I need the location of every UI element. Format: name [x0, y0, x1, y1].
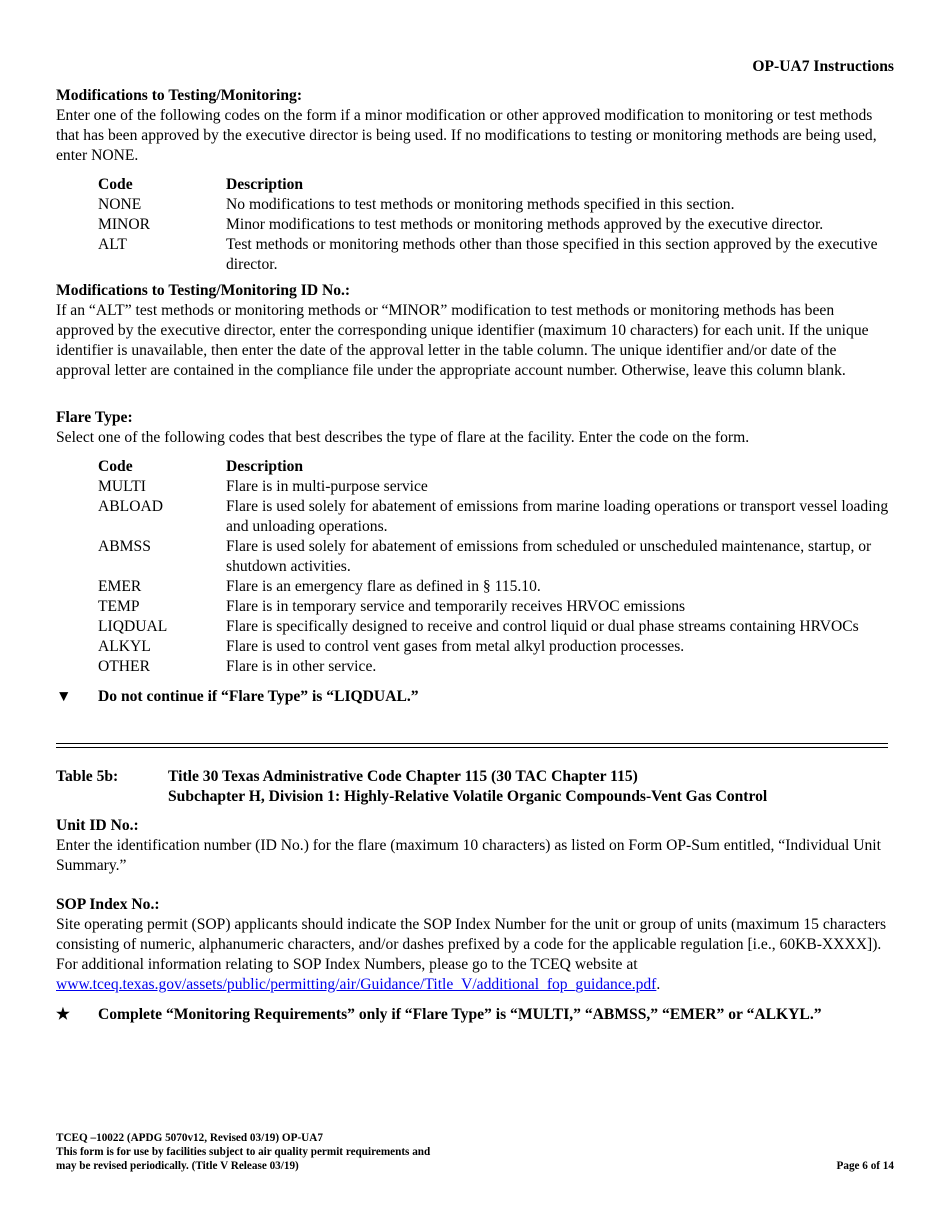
- table-row: [98, 617, 894, 637]
- description-cell: Flare is used to control vent gases from metal alkyl production processes.: [226, 638, 685, 655]
- star-icon: ★: [56, 1006, 70, 1023]
- table-row: [98, 657, 894, 677]
- section-unit-id: [56, 816, 894, 876]
- section-sop-index-text: [56, 915, 894, 995]
- sop-text-before-link: Site operating permit (SOP) applicants should indicate the SOP Index Number for the unit or group of units (maximum 15 characters consisting of numeric, alphanumeric characters, and/or dashes prefixed by a code for the applicable regulation [i.e., 60KB-XXXX]). For additional information relating to SOP Index Numbers, please go to the TCEQ website at: [56, 916, 887, 973]
- footer-form-id: TCEQ –10022 (APDG 5070v12, Revised 03/19) OP-UA7: [56, 1132, 323, 1144]
- table-row: [98, 235, 894, 275]
- description-cell: Test methods or monitoring methods other than those specified in this section approved by the executive director.: [226, 236, 878, 273]
- table-5b-title-line1: Title 30 Texas Administrative Code Chapter 115 (30 TAC Chapter 115): [168, 768, 638, 785]
- section-modifications-id-text: If an “ALT” test methods or monitoring methods or “MINOR” modification to test methods or monitoring methods has been approved by the executive director, enter the corresponding unique identifier (maximum 10 characters) for each unit. If the unique identifier is unavailable, then enter the date of the approval letter in the table column. The unique identifier and/or date of the approval letter are contained in the compliance file under the appropriate account number. Otherwise, leave this column blank.: [56, 302, 869, 379]
- table-row: [98, 577, 894, 597]
- code-cell: ABLOAD: [98, 498, 163, 515]
- triangle-down-icon: ▼: [56, 688, 72, 705]
- description-cell: Flare is an emergency flare as defined in § 115.10.: [226, 578, 541, 595]
- page-number: Page 6 of 14: [836, 1160, 894, 1172]
- table-row: [98, 477, 894, 497]
- modifications-code-table: [98, 175, 894, 275]
- code-cell: OTHER: [98, 658, 150, 675]
- column-header-description: Description: [226, 458, 304, 475]
- column-header-code: Code: [98, 458, 133, 475]
- table-row: [98, 597, 894, 617]
- document-footer: [56, 1131, 556, 1173]
- flare-liqdual-note-text: Do not continue if “Flare Type” is “LIQDUAL.”: [98, 688, 419, 705]
- monitoring-requirements-note-text: Complete “Monitoring Requirements” only if “Flare Type” is “MULTI,” “ABMSS,” “EMER” or “ALKYL.”: [98, 1006, 822, 1023]
- code-cell: MULTI: [98, 478, 146, 495]
- section-flare-type: [56, 408, 894, 707]
- column-header-description: Description: [226, 176, 304, 193]
- code-cell: EMER: [98, 578, 142, 595]
- code-cell: ALKYL: [98, 638, 151, 655]
- section-sop-index: [56, 895, 894, 1025]
- code-cell: ALT: [98, 236, 127, 253]
- code-cell: ABMSS: [98, 538, 151, 555]
- description-cell: Flare is in multi-purpose service: [226, 478, 428, 495]
- monitoring-requirements-note: [56, 1005, 894, 1025]
- footer-usage-line: This form is for use by facilities subject to air quality permit requirements and: [56, 1146, 431, 1158]
- table-5b-heading: [56, 767, 894, 807]
- section-divider-bottom: [56, 747, 888, 748]
- section-flare-type-intro: Select one of the following codes that best describes the type of flare at the facility. Enter the code on the form.: [56, 429, 750, 446]
- code-cell: TEMP: [98, 598, 140, 615]
- code-cell: MINOR: [98, 216, 150, 233]
- document-header-title: OP-UA7 Instructions: [752, 58, 894, 75]
- description-cell: Flare is in other service.: [226, 658, 377, 675]
- column-header-code: Code: [98, 176, 133, 193]
- description-cell: Flare is specifically designed to receive and control liquid or dual phase streams containing HRVOCs: [226, 618, 859, 635]
- section-sop-index-heading: SOP Index No.:: [56, 896, 160, 913]
- description-cell: Flare is used solely for abatement of emissions from scheduled or unscheduled maintenance, startup, or shutdown activities.: [226, 538, 872, 575]
- description-cell: No modifications to test methods or monitoring methods specified in this section.: [226, 196, 735, 213]
- description-cell: Minor modifications to test methods or monitoring methods approved by the executive director.: [226, 216, 824, 233]
- code-cell: NONE: [98, 196, 142, 213]
- section-unit-id-heading: Unit ID No.:: [56, 817, 139, 834]
- flare-liqdual-note: [56, 687, 894, 707]
- section-flare-type-heading: Flare Type:: [56, 409, 133, 426]
- section-modifications-id: [56, 281, 894, 381]
- description-cell: Flare is in temporary service and temporarily receives HRVOC emissions: [226, 598, 686, 615]
- table-row: [98, 195, 894, 215]
- tceq-guidance-link[interactable]: www.tceq.texas.gov/assets/public/permitting/air/Guidance/Title_V/additional_fop_guidance.pdf: [56, 976, 657, 993]
- table-5b-title-line2: Subchapter H, Division 1: Highly-Relative Volatile Organic Compounds-Vent Gas Control: [168, 788, 768, 805]
- table-row: [98, 637, 894, 657]
- sop-text-after-link: .: [656, 976, 661, 993]
- footer-revision-line: may be revised periodically. (Title V Release 03/19): [56, 1160, 299, 1172]
- section-modifications-heading: Modifications to Testing/Monitoring:: [56, 87, 303, 104]
- code-cell: LIQDUAL: [98, 618, 168, 635]
- table-5b-label: Table 5b:: [56, 768, 119, 785]
- table-header-row: [98, 457, 894, 477]
- table-row: [98, 497, 894, 537]
- section-modifications-id-heading: Modifications to Testing/Monitoring ID No.:: [56, 282, 351, 299]
- description-cell: Flare is used solely for abatement of emissions from marine loading operations or transport vessel loading and unloading operations.: [226, 498, 889, 535]
- section-modifications-intro: Enter one of the following codes on the form if a minor modification or other approved modification to monitoring or test methods that has been approved by the executive director is being used. If no modifications to testing or monitoring methods are being used, enter NONE.: [56, 107, 877, 164]
- table-row: [98, 215, 894, 235]
- section-modifications: [56, 86, 894, 275]
- table-row: [98, 537, 894, 577]
- section-unit-id-text: Enter the identification number (ID No.) for the flare (maximum 10 characters) as listed on Form OP-Sum entitled, “Individual Unit Summary.”: [56, 837, 881, 874]
- section-divider-top: [56, 743, 888, 744]
- table-header-row: [98, 175, 894, 195]
- table-5b-title: [168, 767, 767, 807]
- flare-type-code-table: [98, 457, 894, 677]
